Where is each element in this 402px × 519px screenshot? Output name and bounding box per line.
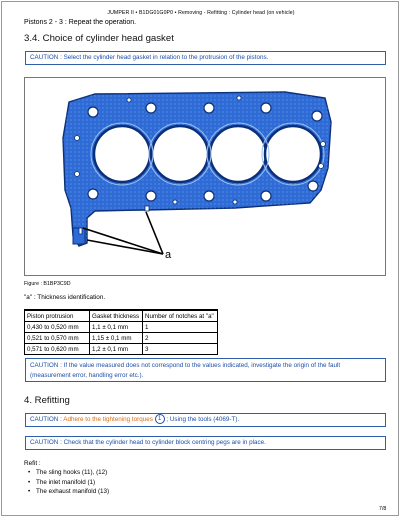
reference-number-icon[interactable]: 1	[155, 414, 165, 424]
caution-box-torque	[25, 413, 386, 427]
table-header-cell: Number of notches at "a"	[143, 310, 218, 322]
caution-text: CAUTION : Select the cylinder head gasket in relation to the protrusion of the pistons.	[30, 54, 269, 61]
table-cell: 3	[143, 344, 218, 355]
section-heading-3-4: 3.4. Choice of cylinder head gasket	[24, 33, 174, 44]
gasket-spec-table	[24, 309, 218, 355]
cylinder-bore-4	[265, 126, 321, 182]
callout-lines	[83, 212, 163, 254]
figure-caption: Figure : B1BP3C9D	[24, 281, 71, 287]
caution-text: CAUTION : If the value measured does not correspond to the values indicated, investigate the origin of the fault (measurement error, handling error etc.).	[30, 362, 341, 379]
figure-frame	[24, 77, 386, 276]
table-cell: 1	[143, 322, 218, 333]
caution-box-measurement	[25, 358, 386, 382]
cylinder-bore-1	[94, 126, 150, 182]
callout-label-a: a	[165, 249, 172, 261]
table-header-cell: Gasket thickness	[90, 310, 143, 322]
table-cell: 0,430 to 0,520 mm	[25, 322, 90, 333]
table-cell: 1,1 ± 0,1 mm	[90, 322, 143, 333]
list-item: • The exhaust manifold (13)	[36, 487, 109, 497]
table-cell: 0,521 to 0,570 mm	[25, 333, 90, 344]
table-cell: 0,571 to 0,620 mm	[25, 344, 90, 355]
cylinder-bore-3	[210, 126, 266, 182]
list-item: • The inlet manifold (1)	[36, 478, 109, 488]
list-item: • The sling hooks (11), (12)	[36, 468, 109, 478]
table-cell: 1,2 ± 0,1 mm	[90, 344, 143, 355]
refit-steps-list	[24, 468, 109, 497]
table-row	[25, 333, 218, 344]
table-cell: 2	[143, 333, 218, 344]
cylinder-head-gasket-illustration	[25, 78, 385, 275]
table-header-row	[25, 310, 218, 322]
section-heading-4: 4. Refitting	[24, 395, 70, 406]
intro-text: Pistons 2 - 3 : Repeat the operation.	[24, 19, 137, 26]
table-row	[25, 344, 218, 355]
figure-note: "a" : Thickness identification.	[24, 294, 106, 301]
cylinder-bore-2	[152, 126, 208, 182]
page-number: 7/8	[379, 506, 387, 512]
table-row	[25, 322, 218, 333]
caution-suffix: ; Using the tools (4069-T).	[166, 416, 240, 423]
caution-box-centring-pegs	[25, 436, 386, 450]
table-cell: 1,15 ± 0,1 mm	[90, 333, 143, 344]
caution-prefix: CAUTION :	[30, 416, 64, 423]
caution-box-gasket	[25, 51, 386, 65]
refit-label: Refit :	[24, 460, 41, 467]
running-header: JUMPER II • B1DG01G0P0 • Removing - Refitting : Cylinder head (on vehicle)	[107, 10, 295, 16]
tightening-torques-link[interactable]: Adhere to the tightening torques	[63, 416, 153, 423]
caution-text: CAUTION : Check that the cylinder head to cylinder block centring pegs are in place.	[30, 439, 266, 446]
table-header-cell: Piston protrusion	[25, 310, 90, 322]
